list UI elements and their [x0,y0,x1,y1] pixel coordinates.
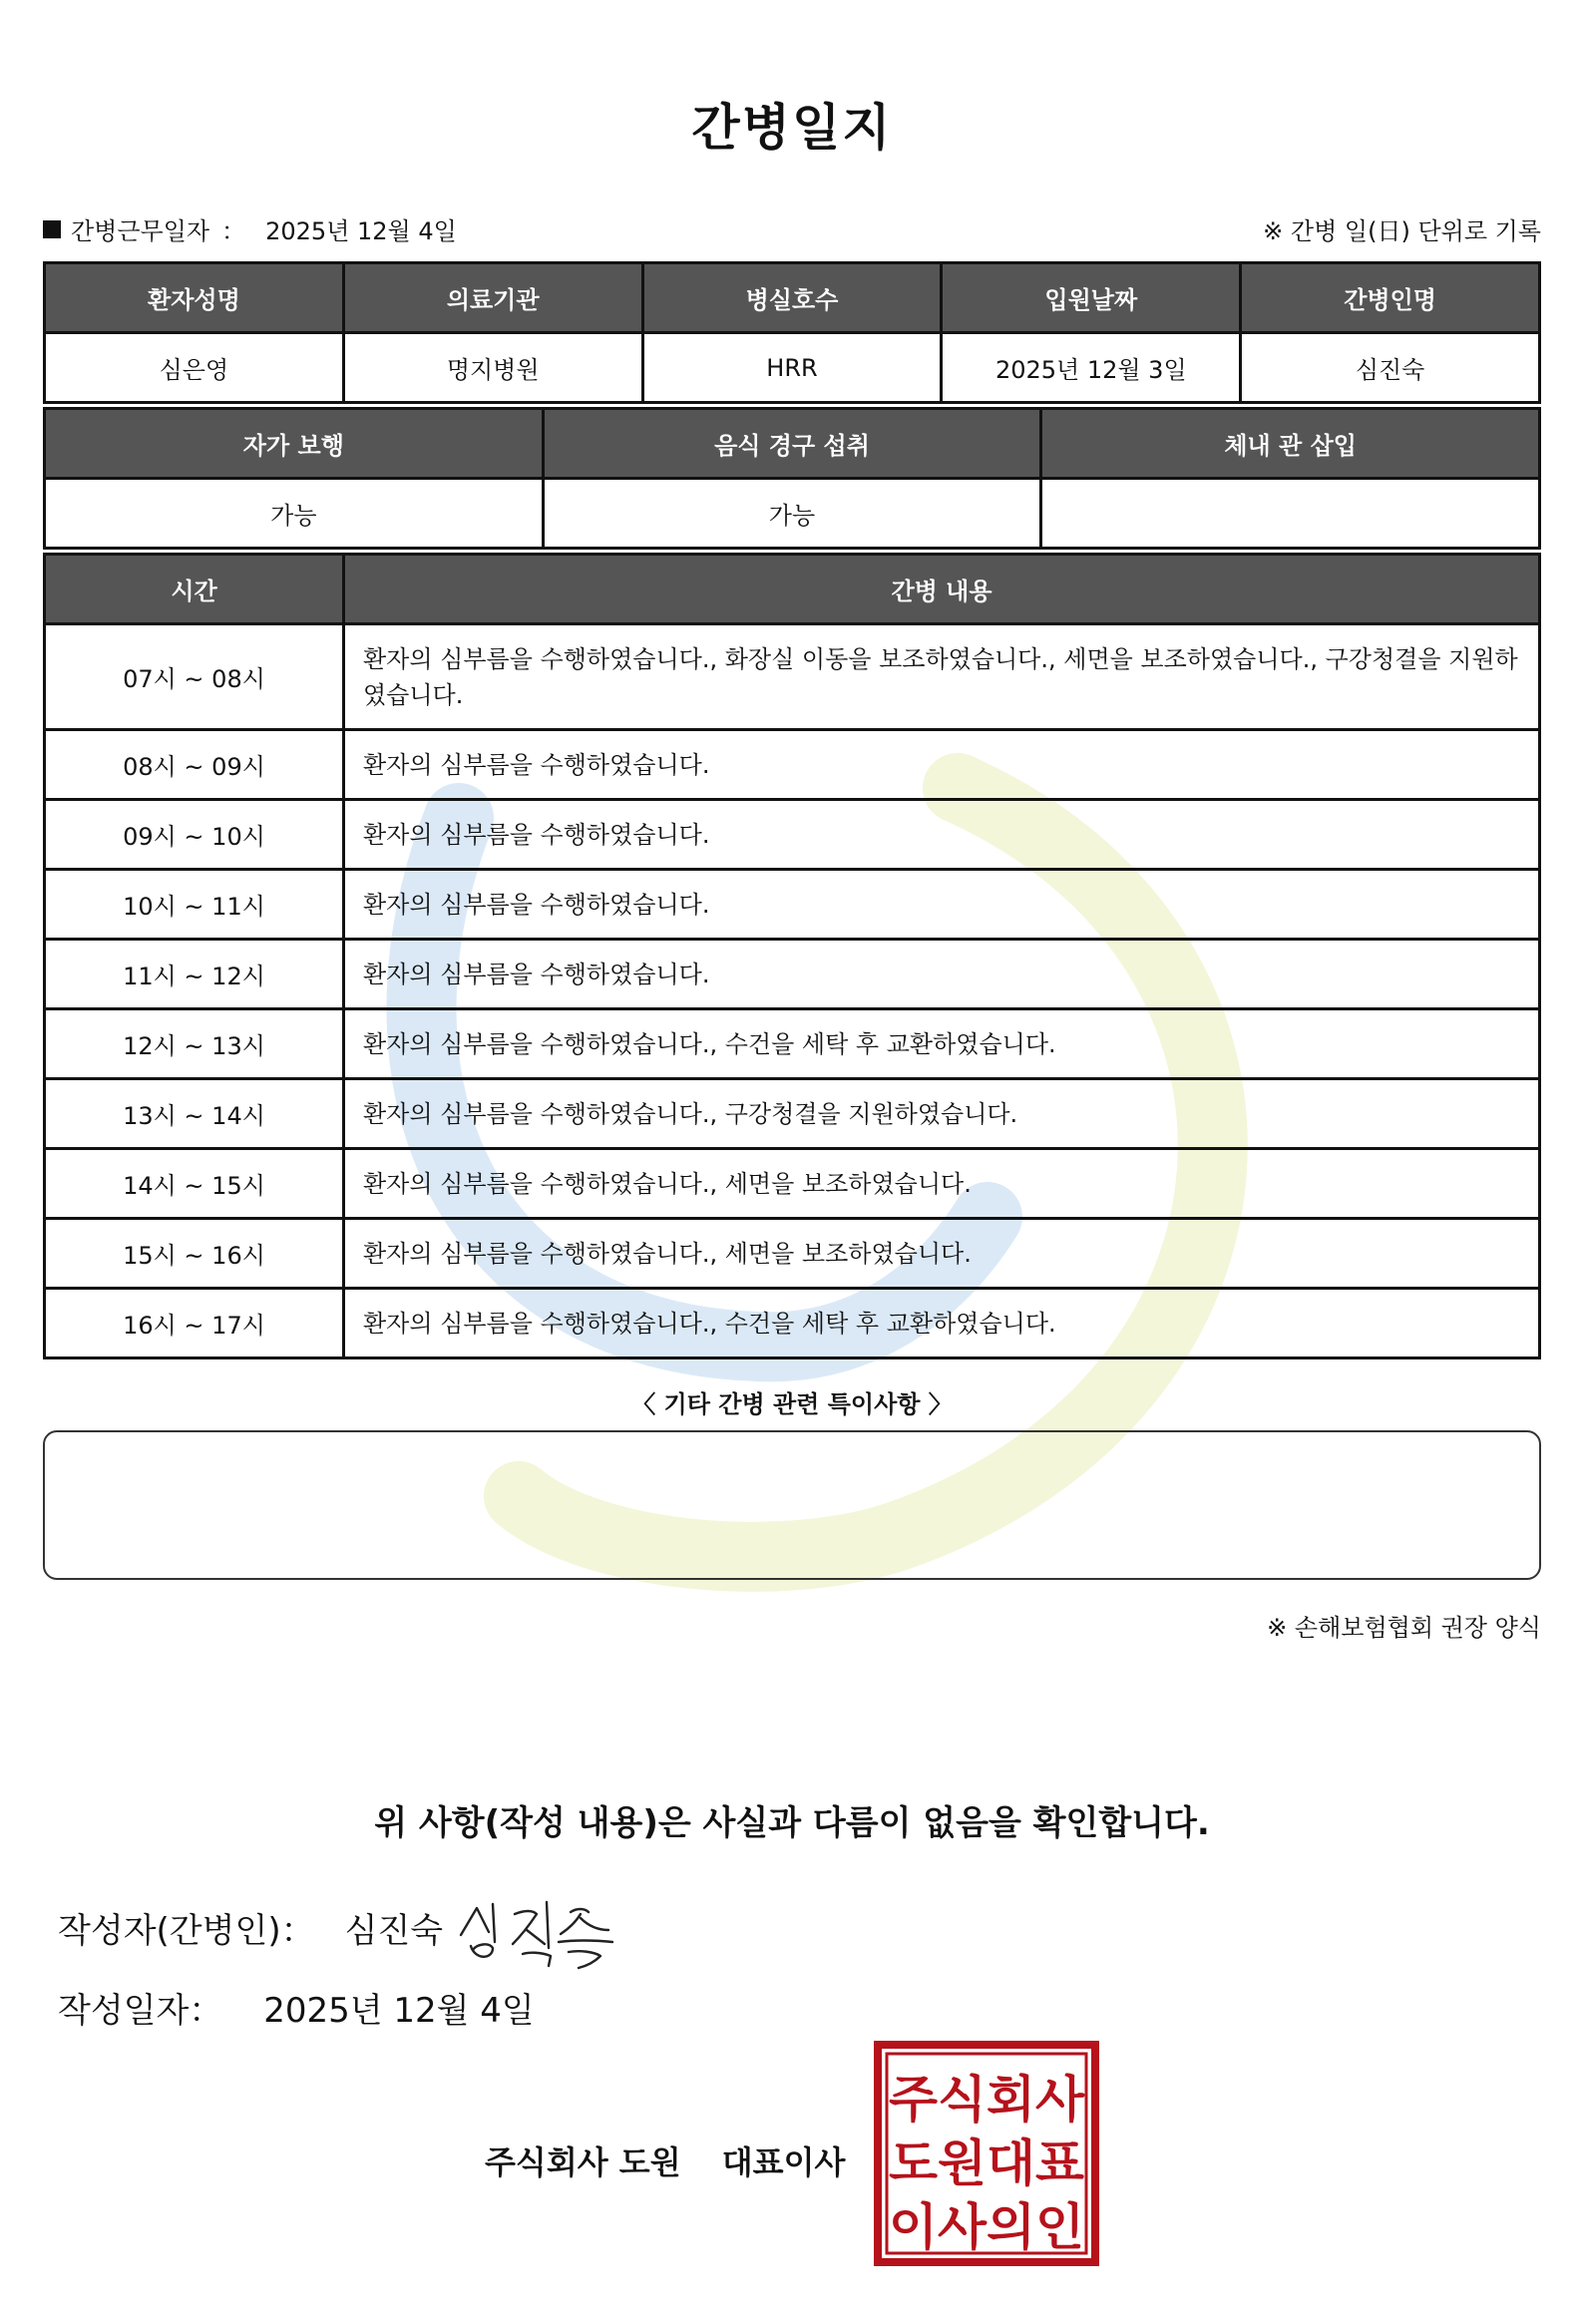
header-time: 시간 [45,555,344,624]
hospital-name: 명지병원 [343,333,642,403]
meta-row [43,211,1541,247]
header-admission-date: 입원날짜 [942,263,1241,333]
header-patient-name: 환자성명 [45,263,344,333]
special-notes-label: 〈 기타 간병 관련 특이사항 〉 [631,1390,953,1418]
table-row [45,1219,1540,1289]
log-time: 14시 ~ 15시 [45,1149,344,1219]
work-date-colon: ： [221,217,246,245]
writer-label: 작성자(간병인)： [58,1911,315,1951]
table-row [45,1079,1540,1149]
table-row [45,1009,1540,1079]
document-title: 간병일지 [691,99,893,157]
log-time: 12시 ~ 13시 [45,1009,344,1079]
log-content: 환자의 심부름을 수행하였습니다. [344,870,1540,940]
header-room: 병실호수 [642,263,942,333]
table-row [45,730,1540,800]
table-header-row [45,263,1540,333]
patient-name: 심은영 [45,333,344,403]
company-line [485,2137,845,2183]
work-date-value: 2025년 12월 4일 [265,217,457,245]
log-time: 13시 ~ 14시 [45,1079,344,1149]
writer-name: 심진숙 [344,1911,444,1951]
log-time: 07시 ~ 08시 [45,624,344,730]
confirmation-statement: 위 사항(작성 내용)은 사실과 다름이 없음을 확인합니다. [374,1803,1210,1843]
table-row [45,870,1540,940]
table-row [45,333,1540,403]
caregiver-name: 심진숙 [1241,333,1540,403]
patient-info-table [43,261,1541,404]
log-content: 환자의 심부름을 수행하였습니다., 세면을 보조하였습니다. [344,1219,1540,1289]
table-row [45,940,1540,1009]
log-content: 환자의 심부름을 수행하였습니다. [344,730,1540,800]
log-time: 08시 ~ 09시 [45,730,344,800]
log-time: 09시 ~ 10시 [45,800,344,870]
special-notes-box[interactable] [43,1430,1541,1580]
tube-insertion-value [1041,479,1540,549]
log-content: 환자의 심부름을 수행하였습니다., 수건을 세탁 후 교환하였습니다. [344,1009,1540,1079]
svg-text:이사의인: 이사의인 [889,2198,1084,2256]
written-date-label: 작성일자： [58,1991,223,2031]
log-time: 15시 ~ 16시 [45,1219,344,1289]
self-walking-value: 가능 [45,479,544,549]
table-row [45,800,1540,870]
log-time: 11시 ~ 12시 [45,940,344,1009]
log-time: 16시 ~ 17시 [45,1289,344,1358]
header-oral-intake: 음식 경구 섭취 [543,409,1041,479]
company-name: 주식회사 도원 [485,2143,681,2181]
written-date-value: 2025년 12월 4일 [263,1991,535,2031]
header-hospital: 의료기관 [343,263,642,333]
square-bullet-icon [43,220,61,238]
header-tube-insertion: 체내 관 삽입 [1041,409,1540,479]
svg-text:도원대표: 도원대표 [889,2134,1085,2192]
header-self-walking: 자가 보행 [45,409,544,479]
work-date-label: 간병근무일자 [71,217,210,245]
written-date-line [58,1983,535,2032]
log-content: 환자의 심부름을 수행하였습니다., 구강청결을 지원하였습니다. [344,1079,1540,1149]
log-content: 환자의 심부름을 수행하였습니다. [344,940,1540,1009]
admission-date: 2025년 12월 3일 [942,333,1241,403]
record-note: ※ 간병 일(日) 단위로 기록 [1263,217,1541,245]
handwritten-signature [449,1890,628,1970]
work-date-group [43,211,457,246]
log-content: 환자의 심부름을 수행하였습니다., 세면을 보조하였습니다. [344,1149,1540,1219]
table-row [45,1149,1540,1219]
room-number: HRR [642,333,942,403]
svg-text:주식회사: 주식회사 [889,2071,1085,2129]
table-header-row [45,555,1540,624]
patient-status-table [43,407,1541,550]
form-note: ※ 손해보험협회 권장 양식 [1267,1614,1541,1642]
oral-intake-value: 가능 [543,479,1041,549]
table-row [45,479,1540,549]
ceo-label: 대표이사 [721,2143,846,2181]
header-care-content: 간병 내용 [344,555,1540,624]
header-caregiver-name: 간병인명 [1241,263,1540,333]
log-content: 환자의 심부름을 수행하였습니다. [344,800,1540,870]
care-log-table [43,553,1541,1359]
table-row [45,624,1540,730]
table-row [45,1289,1540,1358]
company-seal-stamp [874,2041,1099,2266]
table-header-row [45,409,1540,479]
log-content: 환자의 심부름을 수행하였습니다., 화장실 이동을 보조하였습니다., 세면을 보조하였습니다., 구강청결을 지원하였습니다. [344,624,1540,730]
log-time: 10시 ~ 11시 [45,870,344,940]
log-content: 환자의 심부름을 수행하였습니다., 수건을 세탁 후 교환하였습니다. [344,1289,1540,1358]
writer-line [58,1903,443,1952]
